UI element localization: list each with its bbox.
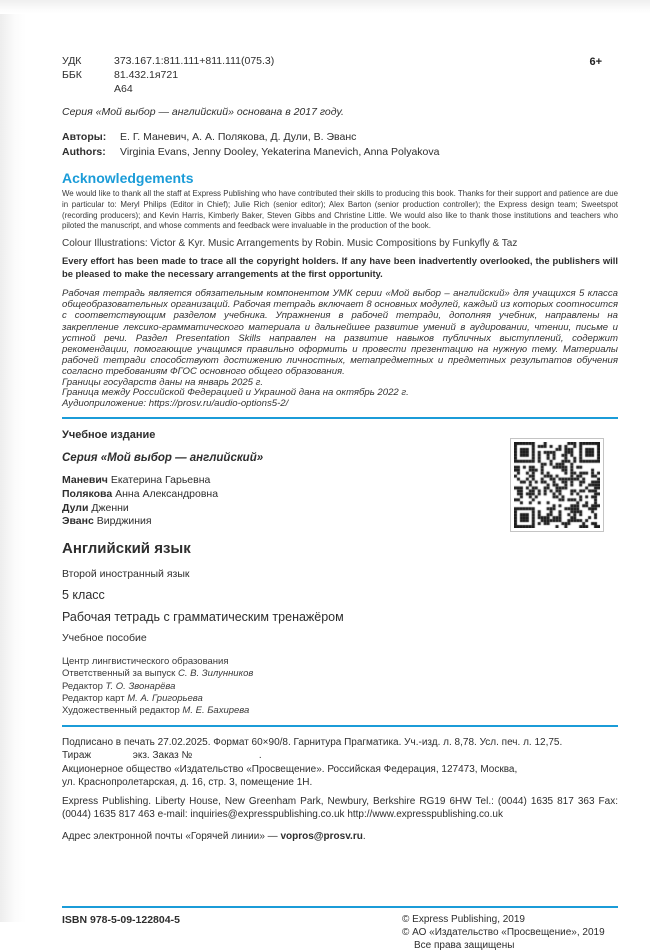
print-run-line: Тираж экз. Заказ № .: [62, 750, 262, 762]
hotline-email: vopros@prosv.ru: [280, 831, 363, 843]
copyright-prosveshchenie: © АО «Издательство «Просвещение», 2019: [402, 927, 605, 939]
hotline-email-line: Адрес электронной почты «Горячей линии» — vopros@prosv.ru.: [62, 831, 366, 843]
udk-label: УДК: [62, 55, 82, 67]
bbk-value: 81.432.1я721: [114, 69, 179, 81]
udk-line: [62, 54, 618, 68]
author-sign-line: [62, 82, 618, 96]
page-edge-shadow-left: [0, 0, 26, 922]
authors-ru-value: Е. Г. Маневич, А. А. Полякова, Д. Дули, В. Эванс: [120, 131, 357, 143]
edition-author: Маневич Екатерина Гарьевна: [62, 474, 211, 487]
borders-note-1: Границы государств даны на январь 2025 г.: [62, 376, 264, 388]
author-sign-value: А64: [114, 83, 133, 95]
bbk-label: ББК: [62, 69, 82, 81]
divider-line-bottom: [62, 906, 618, 908]
acknowledgements-body: We would like to thank all the staff at Express Publishing who have contributed their skills to producing this book. Thanks for their support and patience are due in particular to: Meryl Philips (Editor in Chief); Julie Rich (senior editor); Alex Barton (senior production controller); the Express design team; Sweetspot (recording producers); and Kevin Harris, Kimberly Baker, Steven Gibbs and Christine Little. We would also like to thank those institutions and teachers who piloted the manuscript, and whose comments and feedback were invaluable in the production of the book.: [62, 189, 618, 231]
udk-value: 373.167.1:811.111+811.111(075.3): [114, 55, 275, 67]
age-rating-badge: 6+: [589, 56, 602, 68]
divider-line-top: [62, 417, 618, 419]
publisher-address-line-1: Акционерное общество «Издательство «Просвещение». Российская Федерация, 127473, Москва,: [62, 763, 518, 775]
authors-ru-label: Авторы:: [62, 131, 107, 143]
authors-en-label: Authors:: [62, 145, 106, 158]
footer-row: [62, 914, 618, 952]
authors-ru-line: [62, 130, 618, 145]
qr-code: [510, 438, 604, 532]
edition-author: Полякова Анна Александровна: [62, 487, 219, 500]
divider-line-middle: [62, 725, 618, 727]
imprint-block: [62, 736, 618, 789]
illustration-credits-line: Colour Illustrations: Victor & Kyr. Music Arrangements by Robin. Music Compositions by Funkyfly & Taz: [62, 238, 518, 250]
subject-note: Второй иностранный язык: [62, 568, 190, 581]
edition-author: Дули Дженни: [62, 501, 129, 514]
page-edge-shadow-top: [0, 0, 650, 14]
acknowledgements-title: Acknowledgements: [62, 170, 194, 186]
subject-title: Английский язык: [62, 540, 191, 558]
authors-en-line: [62, 145, 618, 160]
staff-line: Ответственный за выпуск С. В. Зилунников: [62, 668, 254, 680]
annotation-paragraph: Рабочая тетрадь является обязательным компонентом УМК серии «Мой выбор – английский» для учащихся 5 класса общеобразовательных организаций. Рабочая тетрадь включает 8 основных модулей, каждый из которых соотносится с соответствующим разделом учебника. Упражнения в рабочей тетради, дополняя учебник, направлены на закрепление лексико-грамматического материала и дальнейшее развитие умений в аудировании, чтении, письме и устной речи. Раздел Presentation Skills направлен на развитие навыков публичных выступлений, содержит рекомендации, помогающие учащимся правильно оформить и провести презентацию на нужную тему. Материалы рабочей тетради способствуют достижению личностных, метапредметных и предметных результатов обучения согласно требованиям ФГОС основного общего образования.: [62, 288, 618, 378]
bbk-line: [62, 68, 618, 82]
edition-author: Эванс Вирджиния: [62, 515, 152, 528]
authors-en-value: Virginia Evans, Jenny Dooley, Yekaterina Manevich, Anna Polyakova: [120, 145, 440, 158]
copyright-block: [402, 914, 618, 952]
print-info-line: Подписано в печать 27.02.2025. Формат 60×90/8. Гарнитура Прагматика. Уч.-изд. л. 8,78. Усл. печ. л. 12,75.: [62, 737, 563, 749]
book-type-line: Рабочая тетрадь с грамматическим тренажёром: [62, 610, 344, 625]
isbn: ISBN 978-5-09-122804-5: [62, 914, 180, 927]
rights-reserved: Все права защищены: [414, 939, 515, 951]
edition-series-title: Серия «Мой выбор — английский»: [62, 452, 264, 465]
publisher-address-line-2: ул. Краснопролетарская, д. 16, стр. 3, помещение 1Н.: [62, 776, 313, 788]
edition-type-line: Учебное пособие: [62, 632, 147, 645]
express-publishing-contact: Express Publishing. Liberty House, New Greenham Park, Newbury, Berkshire RG19 6HW Tel.: (0044) 1635 817 363 Fax: (0044) 1635 817 463 e-mail: inquiries@expresspublishing.co.uk http://www.expresspublishing.co.uk: [62, 796, 618, 821]
staff-list: [62, 668, 618, 717]
authors-block: [62, 130, 618, 159]
grade-line: 5 класс: [62, 588, 105, 603]
audio-supplement-note: Аудиоприложение: https://prosv.ru/audio-options5-2/: [62, 398, 289, 410]
staff-line: Художественный редактор М. Е. Бахирева: [62, 705, 250, 717]
edition-block: [62, 429, 618, 717]
classification-codes: [62, 54, 618, 96]
copyright-disclaimer: Every effort has been made to trace all the copyright holders. If any have been inadvertently overlooked, the publishers will be pleased to make the necessary arrangements at the first opportunity.: [62, 255, 618, 279]
staff-line: Редактор карт М. А. Григорьева: [62, 692, 203, 704]
staff-line: Редактор Т. О. Звонарёва: [62, 680, 176, 692]
borders-note-2: Граница между Российской Федерацией и Украиной дана на октябрь 2022 г.: [62, 387, 409, 399]
edition-kind: Учебное издание: [62, 429, 156, 442]
series-founded-note: Серия «Мой выбор — английский» основана в 2017 году.: [62, 106, 344, 118]
page-content: [62, 54, 618, 952]
department-line: Центр лингвистического образования: [62, 656, 229, 668]
copyright-express: © Express Publishing, 2019: [402, 914, 525, 926]
